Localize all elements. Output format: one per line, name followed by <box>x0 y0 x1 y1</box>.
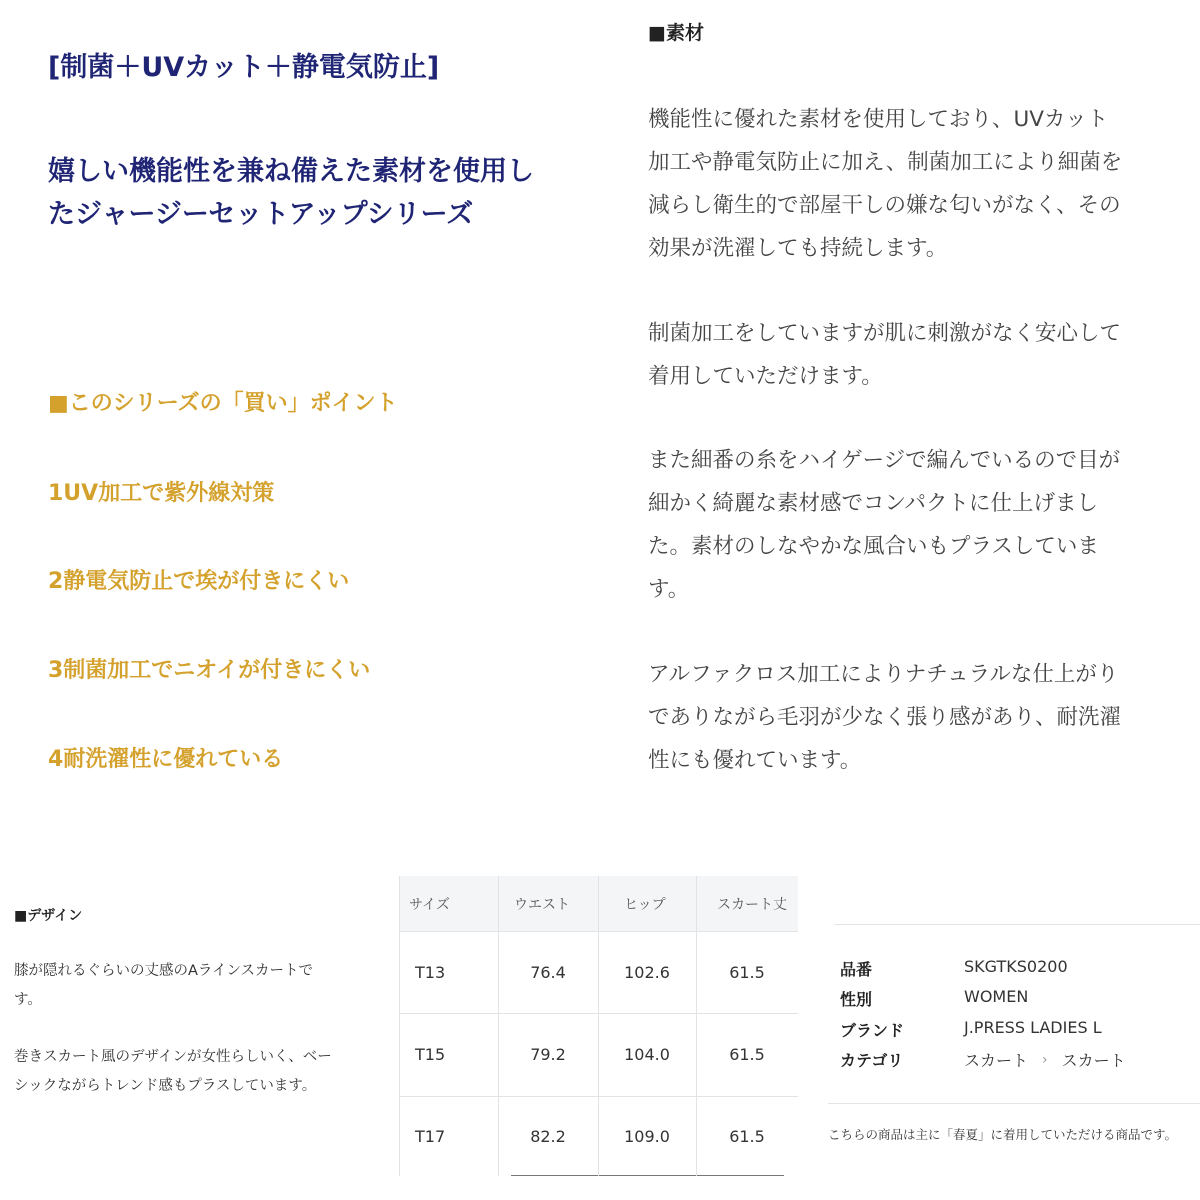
table-cell: 102.6 <box>624 962 670 982</box>
header-cell-hip: ヒップ <box>624 896 666 913</box>
headline-line: たジャージーセットアップシリーズ <box>48 199 474 230</box>
paragraph-line: 減らし衛生的で部屋干しの嫌な匂いがなく、その <box>648 193 1121 218</box>
table-cell: T17 <box>415 1126 446 1146</box>
paragraph-line: 制菌加工をしていますが肌に刺激がなく安心して <box>648 321 1122 346</box>
paragraph-line: 機能性に優れた素材を使用しており、UVカット <box>648 107 1109 132</box>
paragraph-line: す。 <box>14 992 42 1008</box>
table-cell: 61.5 <box>729 962 765 982</box>
table-cell: 79.2 <box>530 1045 566 1064</box>
season-note: こちらの商品は主に「春夏」に着用していただける商品です。 <box>828 1127 1178 1142</box>
info-label-product-code: 品番 <box>840 960 873 979</box>
paragraph-line: 膝が隠れるぐらいの丈感のAラインスカートで <box>14 963 314 979</box>
material-paragraph <box>648 312 1188 398</box>
paragraph-line: でありながら毛羽が少なく張り感があり、耐洗濯 <box>648 705 1122 730</box>
design-paragraph <box>14 1043 374 1101</box>
material-paragraph <box>648 653 1188 782</box>
series-title: [制菌＋UVカット＋静電気防止] <box>48 52 440 83</box>
chevron-right-icon: › <box>1042 1051 1048 1068</box>
material-heading: ■素材 <box>648 22 704 44</box>
point-item: 4耐洗濯性に優れている <box>48 747 284 772</box>
info-value-product-code: SKGTKS0200 <box>964 957 1068 976</box>
paragraph-line: た。素材のしなやかな風合いもプラスしていま <box>648 534 1099 559</box>
info-value-gender: WOMEN <box>964 987 1029 1006</box>
paragraph-line: 巻きスカート風のデザインが女性らしいく、ベー <box>14 1049 332 1065</box>
design-paragraph <box>14 957 374 1015</box>
table-cell: 76.4 <box>530 962 566 982</box>
table-cell: 61.5 <box>729 1126 765 1146</box>
paragraph-line: アルファクロス加工によりナチュラルな仕上がり <box>648 662 1119 687</box>
header-cell-skirt-length: スカート丈 <box>717 896 787 913</box>
info-label-gender: 性別 <box>840 990 873 1009</box>
headline-line: 嬉しい機能性を兼ね備えた素材を使用し <box>48 156 534 187</box>
info-label-brand: ブランド <box>840 1021 905 1040</box>
material-paragraph <box>648 98 1188 270</box>
table-cell: 104.0 <box>624 1045 670 1064</box>
header-cell-size: サイズ <box>409 896 450 913</box>
table-cell: T13 <box>415 962 446 982</box>
points-heading: ■このシリーズの「買い」ポイント <box>48 391 398 416</box>
size-table <box>399 876 798 1176</box>
info-divider <box>834 924 1200 925</box>
paragraph-line: シックながらトレンド感もプラスしています。 <box>14 1078 317 1094</box>
category-breadcrumb <box>964 1048 1126 1071</box>
table-cell: 61.5 <box>729 1045 765 1064</box>
header-cell-waist: ウエスト <box>514 896 570 913</box>
point-item: 2静電気防止で埃が付きにくい <box>48 569 350 594</box>
paragraph-line: 効果が洗濯しても持続します。 <box>648 236 948 261</box>
category-link[interactable]: スカート <box>964 1051 1029 1070</box>
table-cell: 109.0 <box>624 1126 670 1146</box>
material-paragraph <box>648 439 1188 611</box>
category-link[interactable]: スカート <box>1061 1051 1126 1070</box>
table-cell: T15 <box>415 1045 446 1064</box>
paragraph-line: 着用していただけます。 <box>648 364 883 389</box>
paragraph-line: 加工や静電気防止に加え、制菌加工により細菌を <box>648 150 1123 175</box>
design-heading: ■デザイン <box>14 908 83 924</box>
paragraph-line: 性にも優れています。 <box>648 748 862 773</box>
info-label-category: カテゴリ <box>840 1051 904 1070</box>
paragraph-line: 細かく綺麗な素材感でコンパクトに仕上げまし <box>648 491 1098 516</box>
paragraph-line: また細番の糸をハイゲージで編んでいるので目が <box>648 448 1121 473</box>
paragraph-line: す。 <box>648 577 690 602</box>
point-item: 3制菌加工でニオイが付きにくい <box>48 658 371 683</box>
info-divider <box>828 1103 1200 1104</box>
point-item: 1UV加工で紫外線対策 <box>48 481 275 506</box>
info-value-brand: J.PRESS LADIES L <box>964 1018 1102 1037</box>
table-divider <box>399 876 400 1176</box>
table-cell: 82.2 <box>530 1126 566 1146</box>
series-headline <box>48 150 608 236</box>
